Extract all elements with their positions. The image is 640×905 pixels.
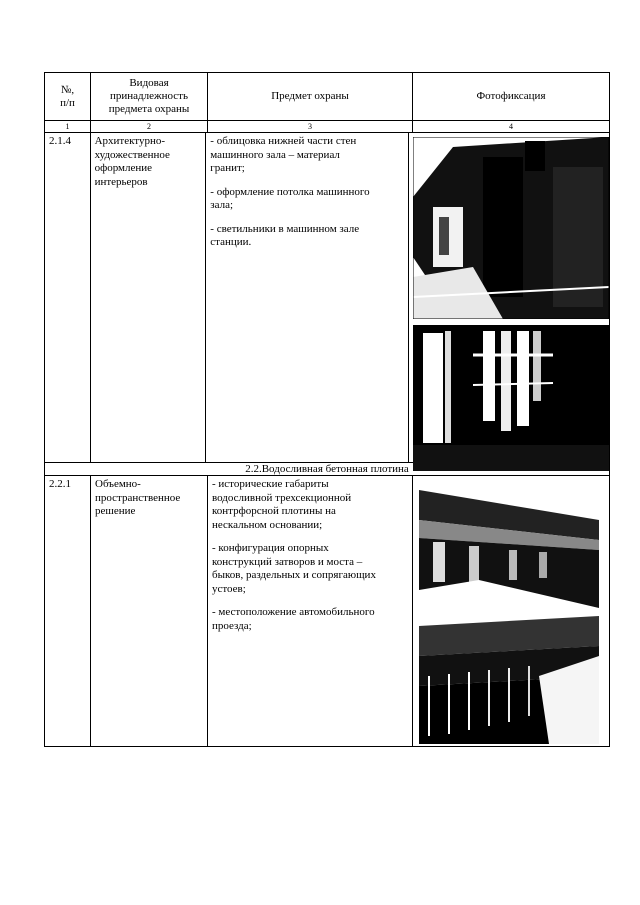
- table-header-row: [45, 73, 609, 121]
- subject-item: - местоположение автомобильного проезда;: [212, 606, 375, 632]
- column-number: 4: [509, 122, 513, 131]
- row-type: Архитектурно- художественное оформление интерьеров: [91, 133, 207, 462]
- subject-item: - исторические габариты водосливной трехсекционной контрфорсной плотины на нескальном основании;: [212, 478, 352, 531]
- subject-item: - конфигурация опорных конструкций затворов и моста – быков, раздельных и сопрягающих устоев;: [212, 542, 376, 595]
- header-photo: [413, 73, 609, 120]
- table-row: [45, 476, 609, 746]
- subject-item: - оформление потолка машинного зала;: [210, 185, 370, 211]
- row-number: 2.1.4: [45, 133, 91, 462]
- spillway-dam-photo: [419, 480, 599, 608]
- machine-hall-photo: [413, 137, 609, 319]
- header-number-text: №, п/п: [60, 83, 75, 109]
- column-number: 2: [91, 121, 208, 132]
- spillway-gates-photo: [419, 616, 599, 744]
- header-subject: [208, 73, 413, 120]
- photo-cell: [413, 476, 609, 746]
- header-type-text: Видовая принадлежность предмета охраны: [108, 77, 190, 115]
- row-subjects: [208, 476, 413, 746]
- subject-item: - светильники в машинном зале станции.: [210, 222, 360, 248]
- subject-item: - облицовка нижней части стен машинного зала – материал гранит;: [210, 135, 357, 174]
- column-number-row: [45, 121, 609, 133]
- header-photo-text: Фотофиксация: [476, 90, 546, 102]
- column-number: 3: [208, 121, 413, 132]
- row-type: Объемно- пространственное решение: [91, 476, 208, 746]
- heritage-table: [44, 72, 610, 747]
- header-number: [45, 73, 91, 120]
- row-number: 2.2.1: [45, 476, 91, 746]
- header-type: [91, 73, 208, 120]
- column-number: 1: [45, 121, 91, 132]
- header-subject-text: Предмет охраны: [271, 90, 349, 102]
- photo-cell: [409, 133, 609, 462]
- section-title: 2.2.Водосливная бетонная плотина: [245, 463, 409, 475]
- table-row: [45, 133, 609, 463]
- machine-hall-windows-photo: [413, 325, 609, 471]
- row-subjects: [206, 133, 409, 462]
- section-title-row: [45, 463, 609, 476]
